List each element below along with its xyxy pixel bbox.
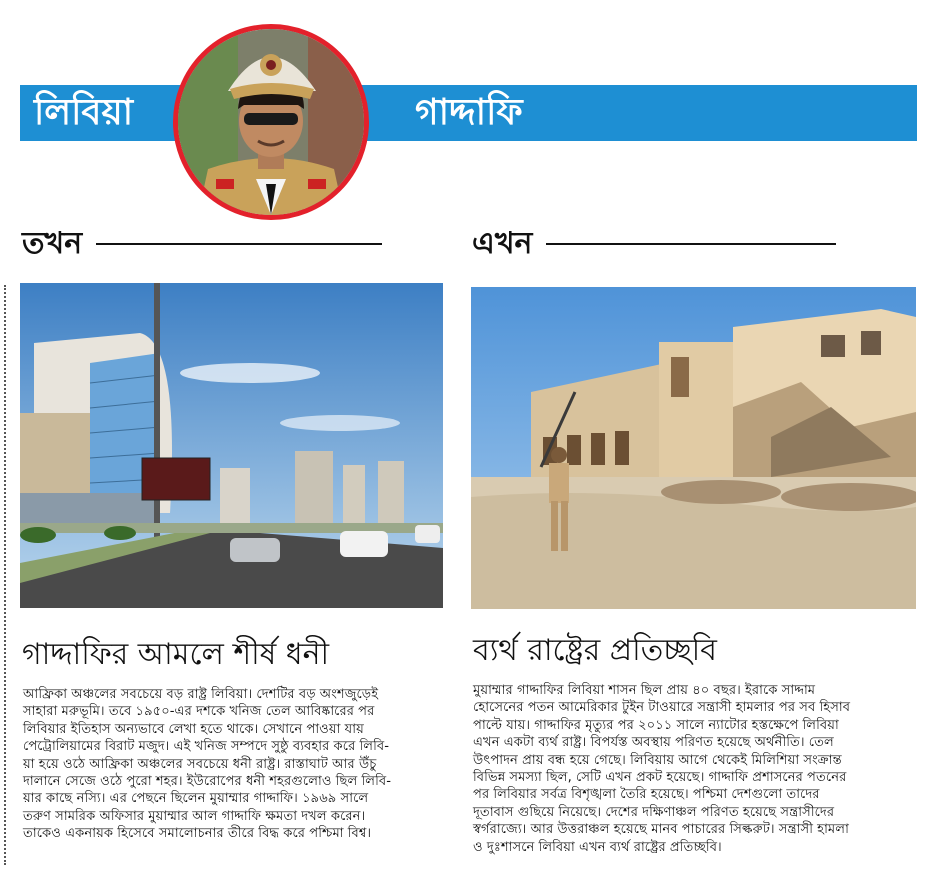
then-section-header	[22, 224, 382, 264]
then-body-line: দালানে সেজে ওঠে পুরো শহর। ইউরোপের ধনী শহরগুলোও ছিল লিবি-	[23, 774, 391, 790]
banner-title-libya: লিবিয়া	[34, 92, 134, 133]
now-body-line: পর লিবিয়ার সর্বত্র বিশৃঙ্খলা তৈরি হয়েছে। পশ্চিমা দেশগুলো তাদের	[473, 787, 820, 803]
then-headline: গাদ্দাফির আমলে শীর্ষ ধনী	[22, 637, 330, 672]
then-body-line: য়ার কাছে নস্যি। এর পেছনে ছিলেন মুয়াম্মার গাদ্দাফি। ১৯৬৯ সালে	[23, 791, 369, 807]
then-article-body	[23, 686, 443, 843]
now-header-rule	[546, 243, 836, 245]
then-body-line: আফ্রিকা অঞ্চলের সবচেয়ে বড় রাষ্ট্র লিবিয়া। দেশটির বড় অংশজুড়েই	[23, 687, 379, 702]
city-skyline-icon	[20, 283, 443, 608]
now-body-line: হোসেনের পতন আমেরিকার টুইন টাওয়ারে সন্ত্রাসী হামলার পর সব হিসাব	[473, 700, 851, 716]
ruined-building-photo	[471, 287, 916, 609]
then-body-line: তরুণ সামরিক অফিসার মুয়াম্মার আল গাদ্দাফি ক্ষমতা দখল করেন।	[23, 808, 366, 824]
leader-portrait	[173, 24, 369, 220]
now-body-line: উৎপাদন প্রায় বন্ধ হয়ে গেছে। লিবিয়ায় আগে থেকেই মিলিশিয়া সংক্রান্ত	[473, 752, 842, 768]
now-label: এখন	[472, 225, 533, 261]
banner-title-gaddafi: গাদ্দাফি	[415, 92, 523, 133]
then-body-line: তাকেও একনায়ক হিসেবে সমালোচনার তীরে বিদ্ধ করে পশ্চিমা বিশ্ব।	[23, 826, 372, 842]
now-body-line: দূতাবাস গুছিয়ে নিয়েছে। দেশের দক্ষিণাঞ্চল পরিণত হয়েছে সন্ত্রাসীদের	[473, 804, 835, 820]
then-body-line: পেট্রোলিয়ামের বিরাট মজুদ। এই খনিজ সম্পদে সুষ্ঠু ব্যবহার করে লিবি-	[23, 739, 390, 755]
then-body-line: সাহারা মরুভূমি। তবে ১৯৫০-এর দশকে খনিজ তেল আবিষ্কারের পর	[23, 704, 375, 720]
then-header-rule	[96, 243, 382, 245]
now-body-line: স্বর্গরাজ্যে। আর উত্তরাঞ্চল হয়েছে মানব পাচারের সিল্করুট। সন্ত্রাসী হামলা	[473, 822, 849, 838]
then-body-line: লিবিয়ার ইতিহাস অন্যভাবে লেখা হতে থাকে। সেখানে পাওয়া যায়	[23, 721, 364, 737]
then-body-line: য়া হয়ে ওঠে আফ্রিকা অঞ্চলের সবচেয়ে ধনী রাষ্ট্র। রাস্তাঘাট আর উঁচু	[23, 756, 377, 772]
city-skyline-photo	[20, 283, 443, 608]
now-body-line: পাল্টে যায়। গাদ্দাফির মৃত্যুর পর ২০১১ সালে ন্যাটোর হস্তক্ষেপে লিবিয়া	[473, 717, 839, 733]
ruined-building-icon	[471, 287, 916, 609]
now-article-body	[473, 682, 914, 856]
then-label: তখন	[22, 225, 83, 261]
now-body-line: বিভিন্ন সমস্যা ছিল, সেটি এখন প্রকট হয়েছে। গাদ্দাফি প্রশাসনের পতনের	[473, 770, 847, 786]
now-body-line: ও দুঃশাসনে লিবিয়া এখন ব্যর্থ রাষ্ট্রের প্রতিচ্ছবি।	[473, 839, 722, 855]
now-body-line: মুয়াম্মার গাদ্দাফির লিবিয়া শাসন ছিল প্রায় ৪০ বছর। ইরাকে সাদ্দাম	[473, 683, 816, 698]
now-section-header	[472, 224, 836, 264]
now-body-line: এখন একটা ব্যর্থ রাষ্ট্র। বিপর্যস্ত অবস্থায় পরিণত হয়েছে অর্থনীতি। তেল	[473, 735, 834, 751]
title-banner	[20, 85, 917, 141]
column-divider	[4, 285, 6, 865]
now-headline: ব্যর্থ রাষ্ট্রের প্রতিচ্ছবি	[473, 633, 717, 668]
leader-portrait-icon	[178, 29, 364, 215]
